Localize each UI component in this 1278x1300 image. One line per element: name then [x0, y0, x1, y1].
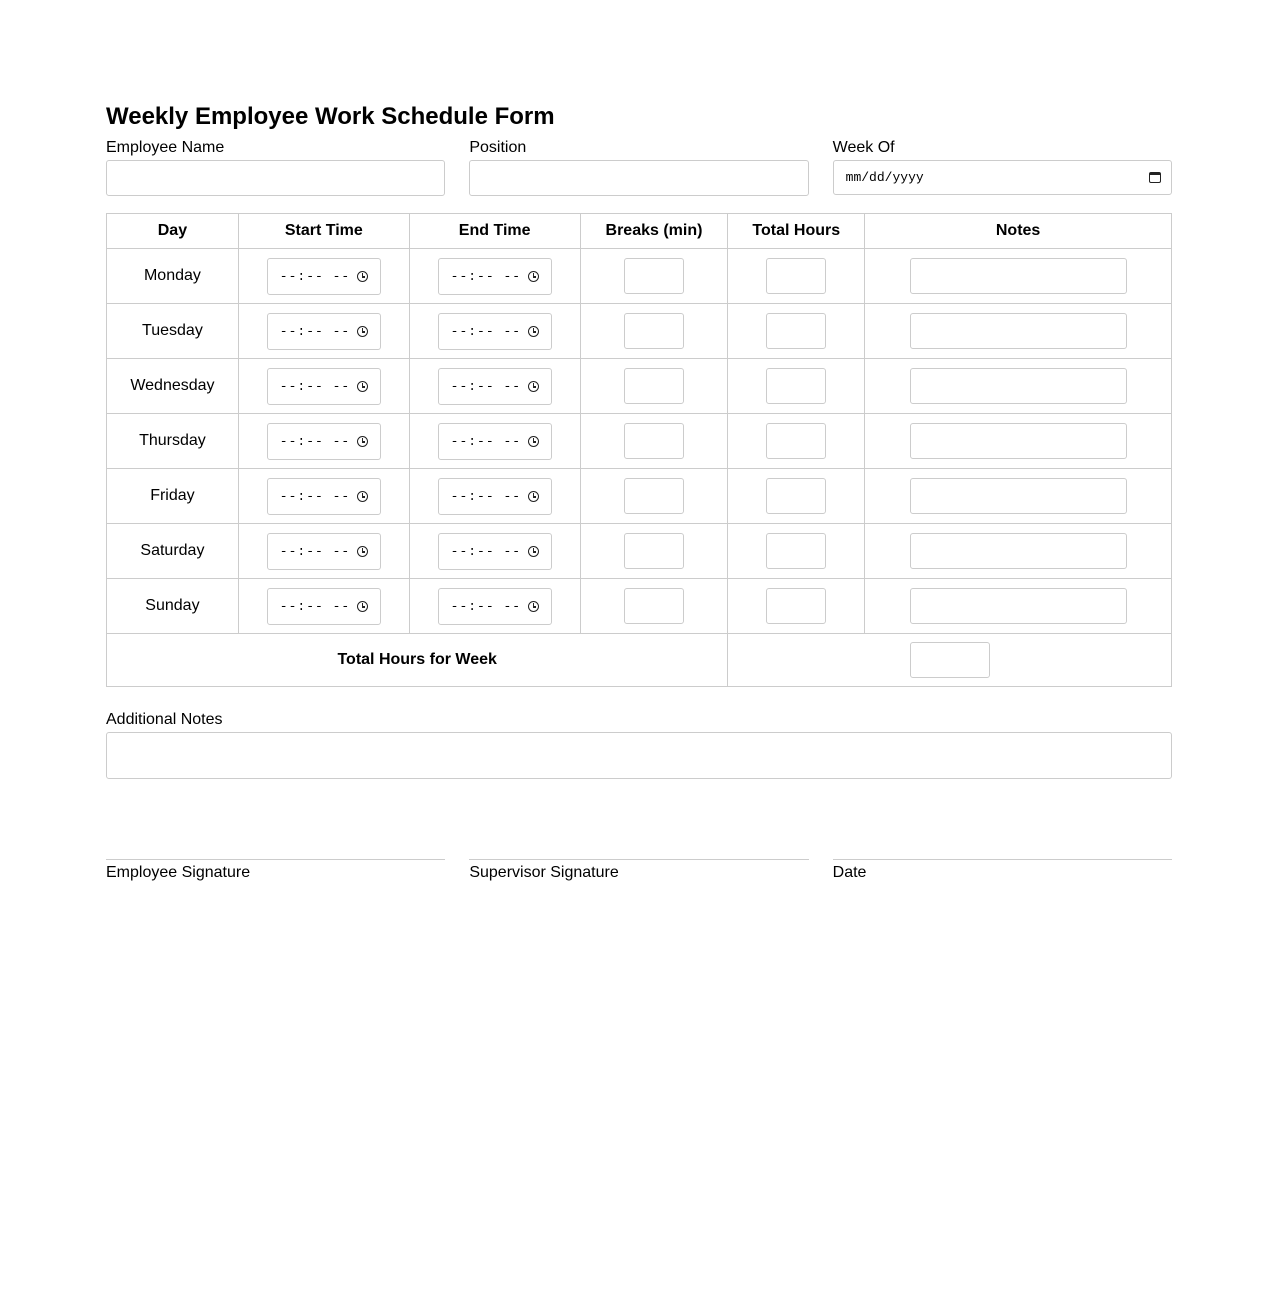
- notes-input[interactable]: [910, 478, 1127, 514]
- clock-icon[interactable]: [357, 326, 368, 337]
- clock-icon[interactable]: [528, 271, 539, 282]
- clock-icon[interactable]: [528, 326, 539, 337]
- start-time-input[interactable]: [267, 478, 381, 515]
- header-start-time: Start Time: [238, 214, 409, 249]
- week-total-row: [107, 634, 1172, 687]
- time-placeholder: --:-- --: [279, 543, 351, 559]
- date-placeholder: mm/dd/yyyy: [845, 170, 924, 185]
- notes-input[interactable]: [910, 588, 1127, 624]
- notes-input[interactable]: [910, 313, 1127, 349]
- clock-icon[interactable]: [528, 381, 539, 392]
- start-time-input[interactable]: [267, 313, 381, 350]
- header-fields: [106, 138, 1172, 196]
- clock-icon[interactable]: [528, 546, 539, 557]
- total-hours-input[interactable]: [766, 478, 826, 514]
- end-time-input[interactable]: [438, 533, 552, 570]
- schedule-form: [106, 100, 1172, 882]
- employee-name-label: Employee Name: [106, 139, 225, 156]
- table-row: [107, 304, 1172, 359]
- breaks-input[interactable]: [624, 258, 684, 294]
- notes-input[interactable]: [910, 258, 1127, 294]
- additional-notes-textarea[interactable]: [106, 732, 1172, 779]
- time-placeholder: --:-- --: [450, 543, 522, 559]
- table-row: [107, 414, 1172, 469]
- header-day: Day: [107, 214, 239, 249]
- signature-section: [106, 859, 1172, 882]
- schedule-table: [106, 213, 1172, 687]
- clock-icon[interactable]: [357, 491, 368, 502]
- breaks-input[interactable]: [624, 368, 684, 404]
- end-time-input[interactable]: [438, 313, 552, 350]
- day-cell: Wednesday: [107, 359, 239, 414]
- end-time-input[interactable]: [438, 368, 552, 405]
- table-row: [107, 524, 1172, 579]
- notes-input[interactable]: [910, 368, 1127, 404]
- end-time-input[interactable]: [438, 423, 552, 460]
- week-total-label: Total Hours for Week: [107, 634, 728, 687]
- time-placeholder: --:-- --: [279, 433, 351, 449]
- day-cell: Friday: [107, 469, 239, 524]
- time-placeholder: --:-- --: [279, 488, 351, 504]
- week-of-date-input[interactable]: [833, 160, 1172, 195]
- total-hours-input[interactable]: [766, 588, 826, 624]
- notes-input[interactable]: [910, 423, 1127, 459]
- clock-icon[interactable]: [528, 601, 539, 612]
- supervisor-signature-line[interactable]: Supervisor Signature: [469, 859, 808, 882]
- day-cell: Thursday: [107, 414, 239, 469]
- time-placeholder: --:-- --: [450, 433, 522, 449]
- header-total-hours: Total Hours: [728, 214, 865, 249]
- table-row: [107, 249, 1172, 304]
- table-row: [107, 469, 1172, 524]
- employee-name-input[interactable]: [106, 160, 445, 196]
- breaks-input[interactable]: [624, 313, 684, 349]
- end-time-input[interactable]: [438, 588, 552, 625]
- table-header-row: [107, 214, 1172, 249]
- clock-icon[interactable]: [357, 546, 368, 557]
- breaks-input[interactable]: [624, 423, 684, 459]
- time-placeholder: --:-- --: [450, 323, 522, 339]
- end-time-input[interactable]: [438, 258, 552, 295]
- day-cell: Monday: [107, 249, 239, 304]
- page-title: Weekly Employee Work Schedule Form: [106, 103, 555, 130]
- total-hours-input[interactable]: [766, 423, 826, 459]
- calendar-icon[interactable]: [1149, 172, 1161, 183]
- time-placeholder: --:-- --: [279, 598, 351, 614]
- week-of-group: [833, 138, 1172, 196]
- additional-notes-label: Additional Notes: [106, 711, 223, 728]
- day-cell: Sunday: [107, 579, 239, 634]
- time-placeholder: --:-- --: [450, 488, 522, 504]
- total-hours-input[interactable]: [766, 368, 826, 404]
- week-total-input[interactable]: [910, 642, 990, 678]
- notes-input[interactable]: [910, 533, 1127, 569]
- start-time-input[interactable]: [267, 423, 381, 460]
- total-hours-input[interactable]: [766, 258, 826, 294]
- table-row: [107, 579, 1172, 634]
- total-hours-input[interactable]: [766, 533, 826, 569]
- clock-icon[interactable]: [357, 436, 368, 447]
- time-placeholder: --:-- --: [279, 323, 351, 339]
- table-row: [107, 359, 1172, 414]
- position-label: Position: [469, 139, 527, 156]
- time-placeholder: --:-- --: [450, 378, 522, 394]
- additional-notes-group: [106, 710, 1172, 779]
- start-time-input[interactable]: [267, 258, 381, 295]
- clock-icon[interactable]: [528, 491, 539, 502]
- time-placeholder: --:-- --: [279, 378, 351, 394]
- header-breaks: Breaks (min): [580, 214, 728, 249]
- clock-icon[interactable]: [357, 271, 368, 282]
- breaks-input[interactable]: [624, 533, 684, 569]
- position-input[interactable]: [469, 160, 808, 196]
- day-cell: Tuesday: [107, 304, 239, 359]
- time-placeholder: --:-- --: [450, 268, 522, 284]
- breaks-input[interactable]: [624, 478, 684, 514]
- header-notes: Notes: [865, 214, 1172, 249]
- employee-signature-line[interactable]: Employee Signature: [106, 859, 445, 882]
- clock-icon[interactable]: [357, 381, 368, 392]
- start-time-input[interactable]: [267, 533, 381, 570]
- header-end-time: End Time: [409, 214, 580, 249]
- time-placeholder: --:-- --: [279, 268, 351, 284]
- breaks-input[interactable]: [624, 588, 684, 624]
- end-time-input[interactable]: [438, 478, 552, 515]
- clock-icon[interactable]: [528, 436, 539, 447]
- day-cell: Saturday: [107, 524, 239, 579]
- time-placeholder: --:-- --: [450, 598, 522, 614]
- position-group: [469, 138, 808, 196]
- employee-name-group: [106, 138, 445, 196]
- start-time-input[interactable]: [267, 588, 381, 625]
- date-signature-line[interactable]: Date: [833, 859, 1172, 882]
- week-of-label: Week Of: [832, 139, 895, 156]
- total-hours-input[interactable]: [766, 313, 826, 349]
- start-time-input[interactable]: [267, 368, 381, 405]
- clock-icon[interactable]: [357, 601, 368, 612]
